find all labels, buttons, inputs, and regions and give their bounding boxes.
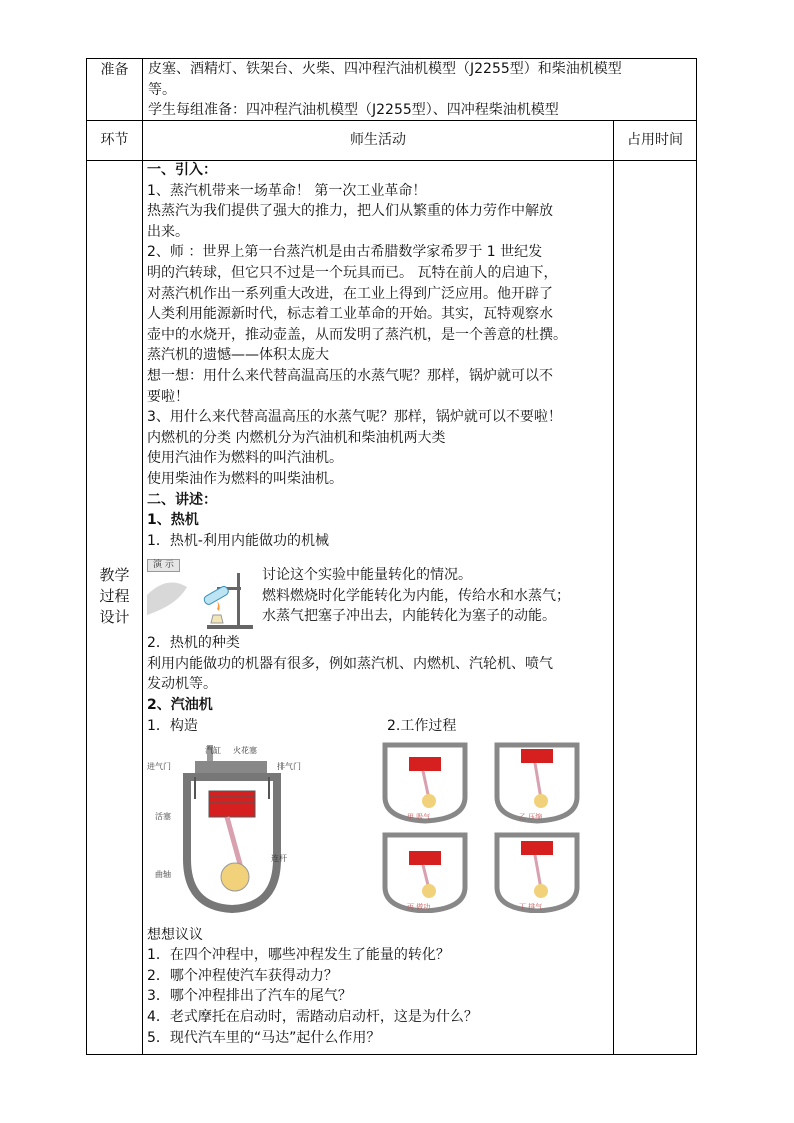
prep-line-2: 等。 (148, 81, 176, 98)
line-10: 想一想：用什么来代替高温高压的水蒸气呢？那样，锅炉就可以不 (147, 367, 553, 384)
label-exhaust-valve: 排气门 (277, 761, 301, 771)
label-connecting-rod: 连杆 (271, 853, 287, 863)
label-intake-valve: 进气门 (147, 761, 171, 771)
line-15: 使用柴油作为燃料的叫柴油机。 (147, 470, 343, 487)
demo-badge: 演 示 (147, 559, 180, 572)
section-2-title: 二、讲述： (147, 491, 217, 508)
label-piston: 活塞 (155, 811, 171, 821)
demo-line-2: 燃料燃烧时化学能转化为内能，传给水和水蒸气； (262, 587, 570, 604)
engine-structure-diagram (147, 739, 317, 919)
prep-line-1: 皮塞、酒精灯、铁架台、火柴、四冲程汽油机模型（J2255型）和柴油机模型 (148, 61, 622, 77)
demo-figure (147, 553, 259, 631)
line-17: 2．热机的种类 (147, 635, 240, 652)
stroke-exhaust (497, 835, 577, 911)
stroke-label-1: 甲 吸气 (407, 812, 431, 821)
label-crankshaft: 曲轴 (155, 869, 171, 879)
line-18: 利用内能做功的机器有很多，例如蒸汽机、内燃机、汽轮机、喷气 (147, 655, 553, 672)
line-11: 要啦！ (147, 388, 189, 405)
question-5: 5．现代汽车里的“马达”起什么作用？ (147, 1029, 381, 1046)
label-cylinder: 汽缸 (205, 745, 221, 755)
subheading-structure: 1．构造 (147, 717, 198, 734)
question-3: 3．哪个冲程排出了汽车的尾气？ (147, 988, 352, 1005)
stage-label (87, 565, 142, 628)
question-4: 4．老式摩托在启动时，需踏动启动杆，这是为什么？ (147, 1009, 478, 1026)
header-stage: 环节 (100, 132, 129, 149)
heading-heat-engine: 1、热机 (147, 512, 199, 529)
prep-content (148, 59, 696, 121)
four-stroke-diagrams (371, 737, 591, 913)
header-activity: 师生活动 (350, 132, 406, 149)
line-22: 想想议议 (147, 926, 203, 943)
demo-line-3: 水蒸气把塞子冲出去，内能转化为塞子的动能。 (262, 608, 556, 625)
demo-block (147, 551, 612, 633)
subheading-working-process: 2.工作过程 (387, 717, 457, 734)
line-19: 发动机等。 (147, 676, 217, 693)
header-time: 占用时间 (627, 132, 683, 149)
line-14: 使用汽油作为燃料的叫汽油机。 (147, 450, 343, 467)
col-divider-1 (142, 58, 143, 1055)
main-activity (147, 160, 612, 1048)
line-13: 内燃机的分类 内燃机分为汽油机和柴油机两大类 (147, 429, 446, 446)
label-spark-plug: 火花塞 (233, 745, 257, 755)
line-2: 热蒸汽为我们提供了强大的推力，把人们从繁重的体力劳作中解放 (147, 203, 553, 220)
stroke-label-4: 丁 排气 (519, 902, 543, 911)
demo-line-1: 讨论这个实验中能量转化的情况。 (262, 567, 472, 584)
line-8: 壶中的水烧开，推动壶盖，从而发明了蒸汽机，是一个善意的杜撰。 (147, 326, 567, 343)
question-2: 2．哪个冲程使汽车获得动力？ (147, 967, 338, 984)
line-4: 2、师 ：世界上第一台蒸汽机是由古希腊数学家希罗于 1 世纪发 (147, 244, 543, 261)
line-1: 1、蒸汽机带来一场革命！ 第一次工业革命！ (147, 182, 427, 199)
section-1-title: 一、引入： (147, 162, 217, 178)
question-1: 1．在四个冲程中，哪些冲程发生了能量的转化？ (147, 947, 450, 964)
line-12: 3、用什么来代替高温高压的水蒸气呢？那样，锅炉就可以不要啦！ (147, 409, 562, 426)
line-7: 人类利用能源新时代，标志着工业革命的开始。其实，瓦特观察水 (147, 306, 553, 323)
line-5: 明的汽转球，但它只不过是一个玩具而已。 瓦特在前人的启迪下， (147, 264, 558, 281)
stage-label-3: 设计 (99, 608, 130, 626)
line-9: 蒸汽机的遗憾——体积太庞大 (147, 347, 329, 364)
line-16: 1．热机-利用内能做功的机械 (147, 532, 329, 549)
demo-apparatus-illustration (147, 565, 259, 631)
stage-label-1: 教学 (99, 566, 130, 584)
stroke-compression (497, 745, 577, 821)
stroke-label-3: 丙 做功 (407, 902, 431, 911)
heading-gasoline-engine: 2、汽油机 (147, 697, 213, 714)
stage-label-2: 过程 (99, 587, 130, 605)
stroke-power (385, 835, 465, 911)
subheadings-row (147, 716, 612, 737)
demo-text (262, 565, 617, 627)
prep-line-3: 学生每组准备：四冲程汽油机模型（J2255型）、四冲程柴油机模型 (148, 102, 559, 119)
stroke-label-2: 乙 压缩 (519, 812, 543, 821)
engine-figures (147, 737, 612, 925)
stroke-intake (385, 745, 465, 821)
prep-label: 准备 (100, 61, 129, 78)
line-6: 对蒸汽机作出一系列重大改进，在工业上得到广泛应用。他开辟了 (147, 285, 553, 302)
line-3: 出来。 (147, 223, 189, 240)
